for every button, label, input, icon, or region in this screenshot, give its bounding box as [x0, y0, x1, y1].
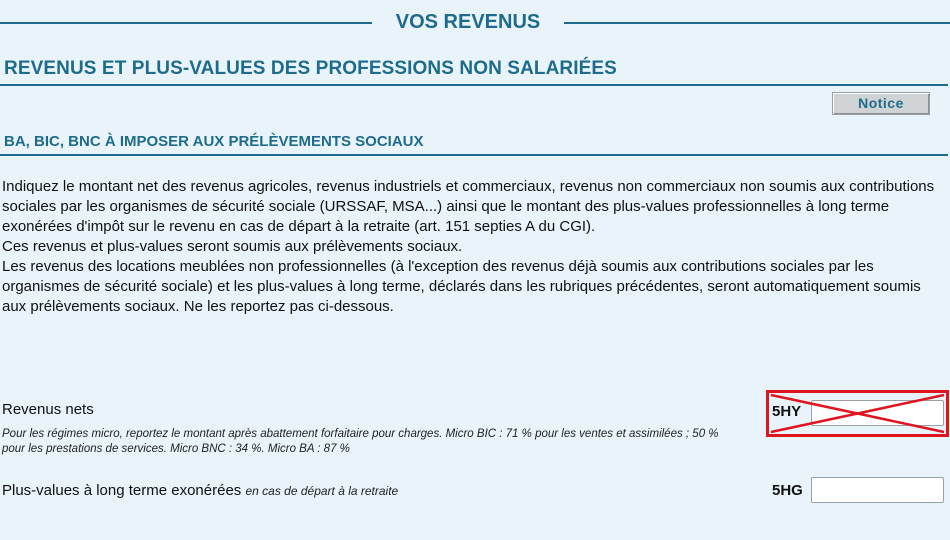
banner-rule-left — [0, 22, 372, 24]
intro-paragraph-3: Les revenus des locations meublées non professionnelles (à l'exception des revenus déjà soumis aux contributions sociales par les organismes de sécurité sociale) et les plus-values à long terme, déclarés dans les rubriques précédentes, seront automatiquement soumis aux prélèvements sociaux. Ne les reportez pas ci-dessous. — [2, 258, 921, 315]
plus-values-note: en cas de départ à la retraite — [245, 484, 399, 498]
revenus-nets-help: Pour les régimes micro, reportez le montant après abattement forfaitaire pour charges. Micro BIC : 71 % pour les ventes et assimilées ; 50 % pour les prestations de services. Micro BNC : 34 %. Micro BA : 87 % — [2, 428, 719, 455]
notice-button[interactable]: Notice — [832, 92, 930, 115]
intro-paragraph-1: Indiquez le montant net des revenus agricoles, revenus industriels et commerciaux, revenus non commerciaux non soumis aux contributions sociales par les organismes de sécurité sociale (URSSAF, MSA...) ainsi que le montant des plus-values professionnelles à long terme exonérées d'impôt sur le revenu en cas de départ à la retraite (art. 151 septies A du CGI). — [2, 178, 935, 235]
subsection-title: BA, BIC, BNC À IMPOSER AUX PRÉLÈVEMENTS SOCIAUX — [4, 133, 424, 150]
section-title: REVENUS ET PLUS-VALUES DES PROFESSIONS NON SALARIÉES — [4, 58, 617, 79]
page-title: VOS REVENUS — [395, 11, 541, 33]
intro-text — [2, 177, 947, 317]
banner-rule-right — [564, 22, 950, 24]
top-banner — [0, 8, 950, 38]
code-5hg-label: 5HG — [772, 482, 803, 499]
code-5hy-label: 5HY — [772, 403, 802, 420]
intro-paragraph-2: Ces revenus et plus-values seront soumis aux prélèvements sociaux. — [2, 238, 463, 255]
section-divider — [0, 84, 948, 86]
plus-values-label — [2, 482, 398, 499]
revenus-nets-label: Revenus nets — [2, 401, 94, 418]
plus-values-label-text: Plus-values à long terme exonérées — [2, 482, 242, 499]
plus-values-input[interactable] — [811, 477, 944, 503]
cross-mark-icon — [769, 393, 946, 434]
subsection-divider — [0, 154, 948, 156]
